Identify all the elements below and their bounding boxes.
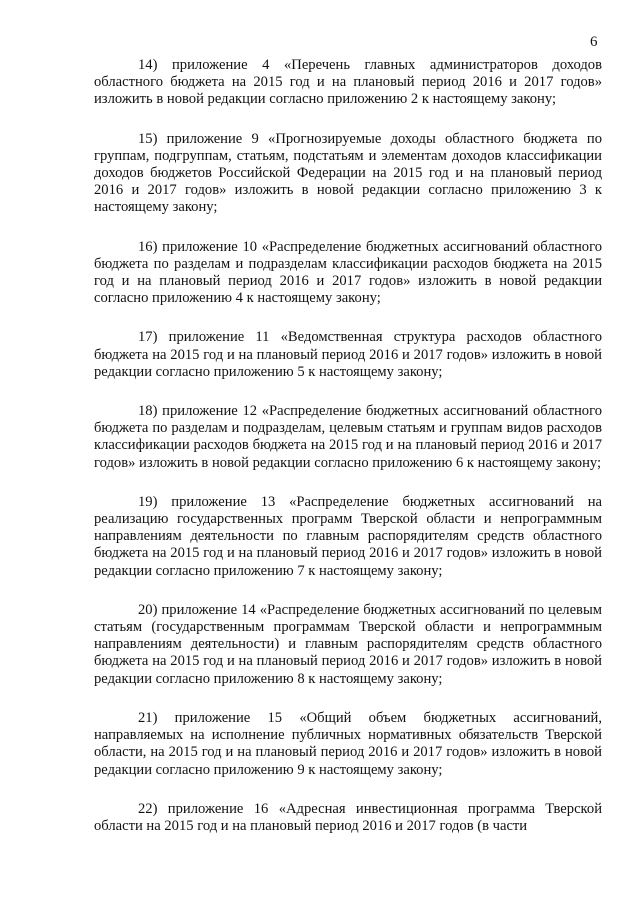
list-item: 18) приложение 12 «Распределение бюджетных ассигнований областного бюджета по разделам и подразделам, целевым статьям и группам видов расходов классификации расходов бюджета на 2015 год и на плановый период 2016 и 2017 годов» изложить в новой редакции согласно приложению 6 к настоящему закону; — [94, 403, 602, 471]
list-item: 20) приложение 14 «Распределение бюджетных ассигнований по целевым статьям (государственным программам Тверской области и непрограммным направлениям деятельности) и главным распорядителям средств областного бюджета на 2015 год и на плановый период 2016 и 2017 годов» изложить в новой редакции согласно приложению 8 к настоящему закону; — [94, 601, 602, 687]
list-item: 16) приложение 10 «Распределение бюджетных ассигнований областного бюджета по разделам и подразделам классификации расходов бюджета на 2015 год и на плановый период 2016 и 2017 годов» изложить в новой редакции согласно приложению 4 к настоящему закону; — [94, 238, 602, 307]
list-item: 19) приложение 13 «Распределение бюджетных ассигнований на реализацию государственных программ Тверской области и непрограммным направлениям деятельности по главным распорядителям средств областного бюджета на 2015 год и на плановый период 2016 и 2017 годов» изложить в новой редакции согласно приложению 7 к настоящему закону; — [94, 493, 602, 579]
page-number: 6 — [590, 34, 598, 50]
list-item: 22) приложение 16 «Адресная инвестиционная программа Тверской области на 2015 год и на плановый период 2016 и 2017 годов (в части — [94, 800, 602, 834]
document-body — [94, 57, 602, 857]
list-item: 21) приложение 15 «Общий объем бюджетных ассигнований, направляемых на исполнение публичных нормативных обязательств Тверской области, на 2015 год и на плановый период 2016 и 2017 годов» изложить в новой редакции согласно приложению 9 к настоящему закону; — [94, 709, 602, 778]
list-item: 17) приложение 11 «Ведомственная структура расходов областного бюджета на 2015 год и на плановый период 2016 и 2017 годов» изложить в новой редакции согласно приложению 5 к настоящему закону; — [94, 329, 602, 380]
list-item: 14) приложение 4 «Перечень главных администраторов доходов областного бюджета на 2015 год и на плановый период 2016 и 2017 годов» изложить в новой редакции согласно приложению 2 к настоящему закону; — [94, 57, 602, 108]
list-item: 15) приложение 9 «Прогнозируемые доходы областного бюджета по группам, подгруппам, статьям, подстатьям и элементам доходов классификации доходов бюджетов Российской Федерации на 2015 год и на плановый период 2016 и 2017 годов» изложить в новой редакции согласно приложению 3 к настоящему закону; — [94, 130, 602, 216]
